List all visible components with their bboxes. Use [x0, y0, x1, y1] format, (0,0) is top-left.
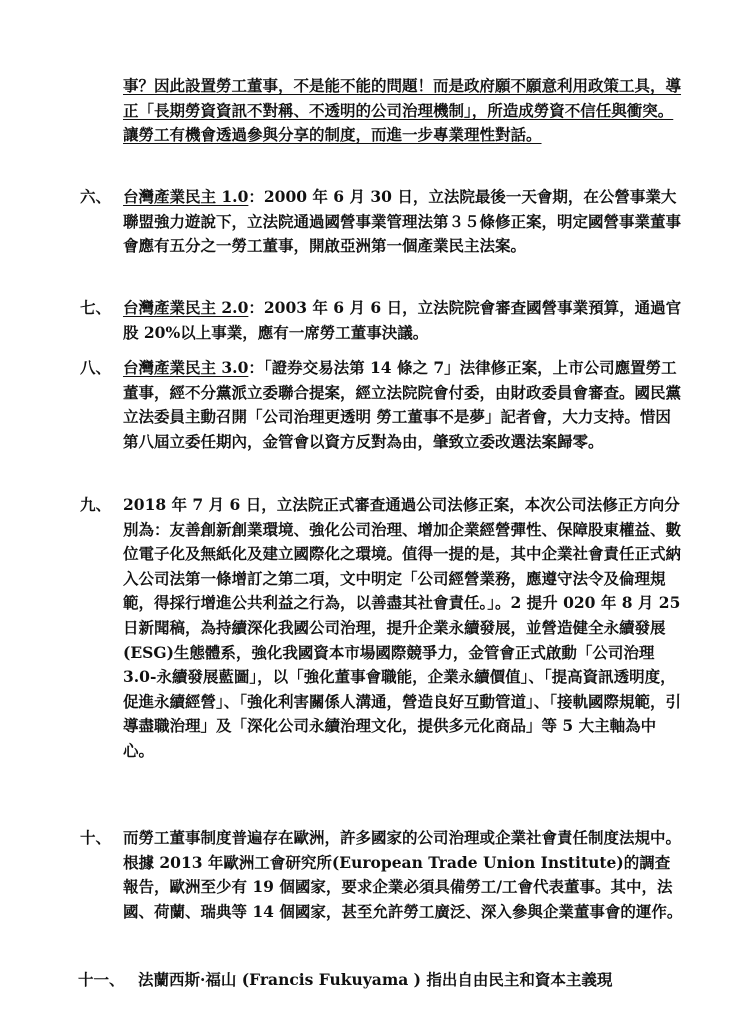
item-body — [138, 968, 678, 993]
item-body — [123, 356, 683, 454]
item-number: 八、 — [80, 358, 112, 377]
continuation-paragraph — [123, 74, 683, 148]
item-title: 台灣產業民主 3.0 — [123, 358, 249, 377]
item-number: 六、 — [80, 187, 112, 206]
item-body — [123, 826, 683, 924]
item-body — [123, 185, 683, 259]
item-text: 2018 年 7 月 6 日，立法院正式審查通過公司法修正案，本次公司法修正方向分別為：友善創新創業環境、強化公司治理、增加企業經營彈性、保障股東權益、數位電子化及無紙化及建立國際化之環境。值得一提的是，其中企業社會責任正式納入公司法第一條增訂之第二項，文中明定「公司經營業務，應遵守法令及倫理規範，得採行增進公共利益之行為，以善盡其社會責任。」。2 提升 020 年 8 月 25 日新聞稿，為持續深化我國公司治理，提升企業永續發展，並營造健全永續發展(ESG)生態體系，強化我國資本市場國際競爭力，金管會正式啟動「公司治理3.0-永續發展藍圖」，以「強化董事會職能，企業永續價值」、「提高資訊透明度，促進永續經營」、「強化利害關係人溝通，營造良好互動管道」、「接軌國際規範，引導盡職治理」及「深化公司永續治理文化，提供多元化商品」等 5 大主軸為中心。 — [123, 495, 682, 760]
item-body — [123, 296, 683, 345]
item-text: 而勞工董事制度普遍存在歐洲，許多國家的公司治理或企業社會責任制度法規中。根據 2013 年歐洲工會研究所(European Trade Union Institute)的調查報告，歐洲至少有 19 個國家，要求企業必須具備勞工/工會代表董事。其中，法國、荷蘭、瑞典等 14 個國家，甚至允許勞工廣泛、深入參與企業董事會的運作。 — [123, 828, 683, 921]
item-number: 十、 — [80, 828, 112, 847]
continuation-text: 事？因此設置勞工董事，不是能不能的問題！而是政府願不願意利用政策工具，導正「長期勞資資訊不對稱、不透明的公司治理機制」，所造成勞資不信任與衝突。讓勞工有機會透過參與分享的制度，而進一步專業理性對話。 — [123, 76, 682, 145]
item-title: 台灣產業民主 2.0 — [123, 298, 249, 317]
item-number: 九、 — [80, 495, 112, 514]
item-text: ：2000 年 6 月 30 日，立法院最後一天會期，在公營事業大聯盟強力遊說下，立法院通過國營事業管理法第３５條修正案，明定國營事業董事會應有五分之一勞工董事，開啟亞洲第一個產業民主法案。 — [123, 187, 682, 256]
item-number: 七、 — [80, 298, 112, 317]
item-text: 法蘭西斯·福山 (Francis Fukuyama ) 指出自由民主和資本主義現 — [138, 970, 613, 989]
item-number: 十一、 — [78, 970, 125, 989]
item-title: 台灣產業民主 1.0 — [123, 187, 249, 206]
item-text: ：「證券交易法第 14 條之 7」法律修正案，上市公司應置勞工董事，經不分黨派立委聯合提案，經立法院院會付委，由財政委員會審查。國民黨立法委員主動召開「公司治理更透明 勞工董事不是夢」記者會，大力支持。惜因第八屆立委任期內，金管會以資方反對為由，肇致立委改選法案歸零。 — [123, 358, 682, 451]
item-text: ：2003 年 6 月 6 日，立法院院會審查國營事業預算，通過官股 20%以上事業，應有一席勞工董事決議。 — [123, 298, 682, 342]
item-body — [123, 493, 683, 764]
